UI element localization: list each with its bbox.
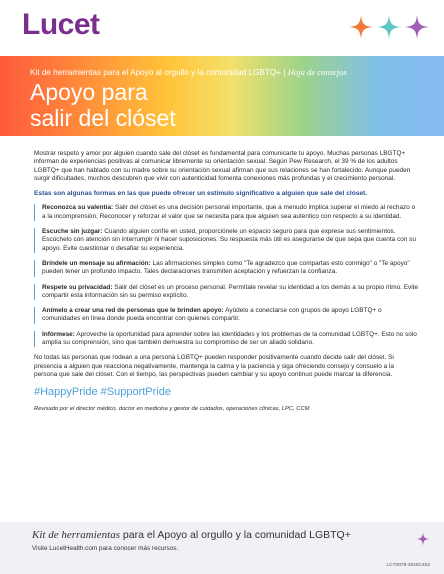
tip-item <box>34 228 419 253</box>
kit-separator: | <box>283 68 286 77</box>
tip-body: Las afirmaciones simples como "Te agradezco que compartas esto conmigo" o "Te apoyo" pueden tener un profundo impacto. Tales declaraciones transmiten aceptación y refuerzan la confianza. <box>42 259 410 276</box>
kit-label-line <box>30 67 347 77</box>
tip-body: Ayúdelo a conectarse con grupos de apoyo LGBTQ+ o comunidades en línea donde pueda encontrar con quienes compartir. <box>42 307 382 323</box>
footer-url-text[interactable]: Visite LucetHealth.com para conocer más recursos. <box>32 545 179 552</box>
review-byline: Revisado por el director médico, doctor en medicina y gestor de cuidados, operaciones clínicas, LPC, CCM <box>34 406 310 413</box>
tip-item <box>34 204 419 221</box>
tip-item <box>34 260 419 277</box>
tip-item <box>34 307 419 324</box>
document-code: LCT0078-2025C402 <box>386 563 430 568</box>
tip-heading: Anímelo a crear una red de personas que le brinden apoyo: <box>42 307 224 315</box>
lucet-logo[interactable]: Lucet <box>22 8 100 41</box>
tip-item <box>34 284 419 301</box>
article-body <box>34 150 419 413</box>
sparkle-icon <box>405 15 429 39</box>
intro-paragraph: Mostrar respeto y amor por alguien cuando sale del clóset es fundamental para comunicarte tu apoyo. Muchas personas LBGTQ+ informan de experiencias positivas al comunicar libremente su orientación sexual. Según Pew Research, el 39 % de los adultos LGBTQ+ que han hablado con su madre sobre su orientación sexual afirman que sus relaciones se han fortalecido. Aunque pueden surgir dificultades, muchos descubren que vivir con autenticidad fomenta conexiones más profundas y el crecimiento personal. <box>34 150 411 182</box>
tip-body: Salir del clóset es un proceso personal. Permítale revelar su identidad a los demás a su propio ritmo. Evite compartir esta información sin su permiso explícito. <box>42 283 419 299</box>
sparkle-icon <box>377 15 401 39</box>
kit-label: Kit de herramientas para el Apoyo al orgullo y la comunidad LGBTQ+ <box>30 68 281 77</box>
sparkle-icons <box>348 14 430 40</box>
tip-body: Aproveche la oportunidad para aprender sobre las identidades y los problemas de la comunidad LGBTQ+. Esto no solo amplía su comprensión, sino que también demuestra su compromiso de ser un aliado solidario. <box>42 330 417 347</box>
title-banner <box>0 56 444 136</box>
tip-heading: Reconozca su valentía: <box>42 204 114 212</box>
tip-body: Salir del clóset es una decisión personal importante, que a menudo implica superar el miedo al rechazo o a la incomprensión. Reconocer y reforzar el valor que se necesita para que alguien sea auténtico con respecto a su identidad. <box>42 204 416 220</box>
page-title-line1: Apoyo para <box>30 79 148 105</box>
footer-kit-title <box>32 529 351 541</box>
page-title-line2: salir del clóset <box>30 105 176 131</box>
tip-heading: Infórmese: <box>42 330 75 338</box>
footer-kit-em: Kit de herramientas <box>32 529 120 541</box>
tip-item <box>34 331 419 348</box>
tip-heading: Escuche sin juzgar: <box>42 228 103 236</box>
header <box>0 0 444 56</box>
tip-heading: Respete su privacidad: <box>42 283 113 291</box>
hashtags[interactable]: #HappyPride #SupportPride <box>34 386 171 399</box>
tip-heading: Bríndele un mensaje su afirmación: <box>42 259 151 267</box>
tip-body: Cuando alguien confíe en usted, proporciónele un espacio seguro para que exprese sus sentimientos. Escúchelo con atención sin interrumpir ni hacer suposiciones. Su respuesta más útil es asegurarse de que sepa que cuenta con su apoyo. Evite cuestionar o desafiar su experiencia. <box>42 228 416 252</box>
sparkle-icon <box>416 532 430 546</box>
footer <box>0 522 444 574</box>
lead-sentence: Estas son algunas formas en las que puede ofrecer un estímulo significativo a alguien que sale del clóset. <box>34 190 368 198</box>
closing-paragraph: No todas las personas que rodean a una persona LGBTQ+ pueden responder positivamente cuando decide salir del clóset. Si presencia a alguien que reacciona negativamente, mantenga la calma y la paciencia y siga ofreciendo consejo y consuelo a la persona que sale del clóset. Con el tiempo, las perspectivas pueden cambiar y su apoyo continuo puede marcar la diferencia. <box>34 354 395 378</box>
footer-kit-rest: para el Apoyo al orgullo y la comunidad LGBTQ+ <box>120 529 351 541</box>
sparkle-icon <box>349 15 373 39</box>
sheet-label: Hoja de consejos <box>287 67 347 77</box>
